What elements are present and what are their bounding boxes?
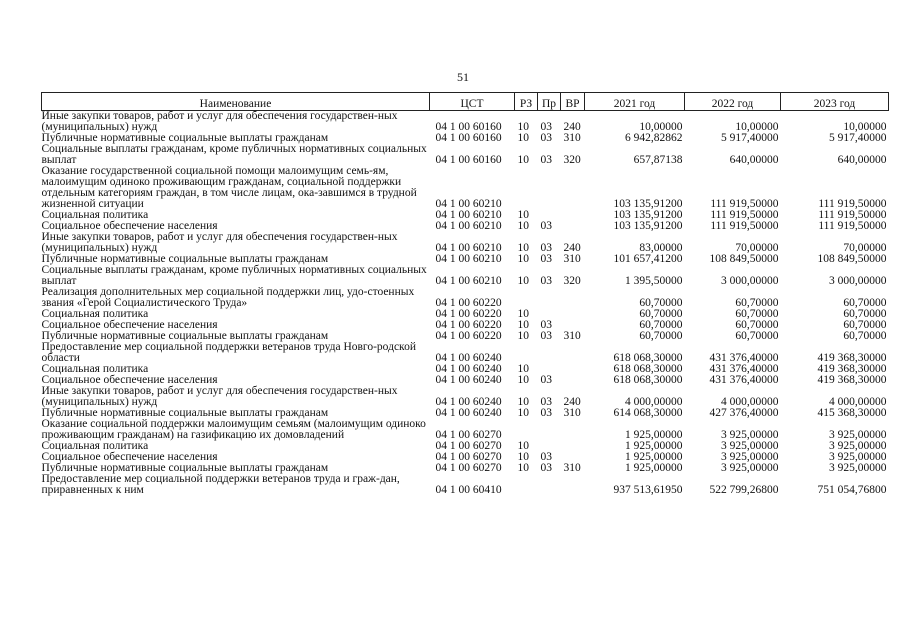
row-pr-cell: 03: [540, 374, 552, 386]
row-2022-cell: 111 919,50000: [710, 209, 779, 221]
row-vr-cell: [561, 166, 585, 210]
row-vr-cell: [561, 210, 585, 221]
row-2022-cell: 4 000,00000: [721, 396, 779, 408]
row-pr-cell: [538, 166, 561, 210]
row-vr-cell: 240: [563, 121, 581, 133]
row-pr-cell: 03: [540, 462, 552, 474]
row-name-cell: Социальная политика: [41, 209, 149, 221]
row-vr-cell: 310: [563, 132, 581, 144]
header-vr: ВР: [561, 93, 585, 111]
row-2023-cell: 60,70000: [843, 330, 887, 342]
row-2023-cell: 60,70000: [843, 308, 887, 320]
row-cst-cell: 04 1 00 60210: [435, 275, 502, 287]
row-name-cell: Социальное обеспечение населения: [41, 319, 218, 331]
row-2021-cell: 1 925,00000: [625, 440, 683, 452]
row-2021-cell: 614 068,30000: [613, 407, 683, 419]
row-name-cell: Публичные нормативные социальные выплаты гражданам: [41, 462, 329, 474]
row-pr-cell: 03: [540, 132, 552, 144]
row-pr-cell: 03: [540, 396, 552, 408]
row-2022-cell: 60,70000: [735, 319, 779, 331]
row-rz-cell: 10: [517, 451, 529, 463]
row-cst-cell: 04 1 00 60270: [435, 451, 502, 463]
row-pr-cell: 03: [540, 330, 552, 342]
row-2023-cell: 111 919,50000: [818, 209, 887, 221]
row-rz-cell: 10: [517, 242, 529, 254]
table-row: [42, 144, 889, 166]
row-cst-cell: 04 1 00 60270: [435, 429, 502, 441]
row-2023-cell: 3 925,00000: [829, 451, 887, 463]
row-rz-cell: 10: [517, 132, 529, 144]
row-name-cell: Иные закупки товаров, работ и услуг для обеспечения государствен-ных (муниципальных) нужд: [41, 110, 398, 133]
row-vr-cell: [561, 364, 585, 375]
row-cst-cell: 04 1 00 60240: [435, 374, 502, 386]
row-2022-cell: 431 376,40000: [709, 363, 779, 375]
row-2021-cell: 60,70000: [639, 308, 683, 320]
row-2021-cell: 618 068,30000: [613, 352, 683, 364]
row-2021-cell: 60,70000: [639, 319, 683, 331]
row-cst-cell: 04 1 00 60240: [435, 407, 502, 419]
row-2021-cell: 10,00000: [639, 121, 683, 133]
row-vr-cell: 320: [563, 275, 581, 287]
row-name-cell: Оказание социальной поддержки малоимущим семьям (малоимущим одиноко проживающим гражданам) на газификацию их домовладений: [41, 418, 426, 441]
table-row: [42, 386, 889, 408]
row-2022-cell: 3 000,00000: [721, 275, 779, 287]
row-2022-cell: 70,00000: [735, 242, 779, 254]
table-row: [42, 342, 889, 364]
row-2023-cell: 419 368,30000: [817, 352, 887, 364]
row-vr-cell: 310: [563, 330, 581, 342]
row-rz-cell: [515, 474, 538, 496]
row-2022-cell: 3 925,00000: [721, 462, 779, 474]
row-2022-cell: 111 919,50000: [710, 198, 779, 210]
row-cst-cell: 04 1 00 60270: [435, 440, 502, 452]
row-vr-cell: 310: [563, 407, 581, 419]
row-2021-cell: 1 925,00000: [625, 462, 683, 474]
row-pr-cell: 03: [540, 220, 552, 232]
row-2022-cell: 108 849,50000: [709, 253, 779, 265]
budget-table: [41, 92, 889, 496]
row-vr-cell: 320: [563, 154, 581, 166]
row-2022-cell: 10,00000: [735, 121, 779, 133]
row-name-cell: Публичные нормативные социальные выплаты гражданам: [41, 253, 329, 265]
row-name-cell: Публичные нормативные социальные выплаты гражданам: [41, 330, 329, 342]
table-row: [42, 474, 889, 496]
header-rz: РЗ: [515, 93, 538, 111]
row-2022-cell: 431 376,40000: [709, 374, 779, 386]
row-2023-cell: 4 000,00000: [829, 396, 887, 408]
row-cst-cell: 04 1 00 60270: [435, 462, 502, 474]
row-2022-cell: 3 925,00000: [721, 451, 779, 463]
row-2022-cell: 60,70000: [735, 308, 779, 320]
row-vr-cell: 310: [563, 462, 581, 474]
table-row: [42, 232, 889, 254]
row-2021-cell: 1 925,00000: [625, 451, 683, 463]
row-cst-cell: 04 1 00 60220: [435, 308, 502, 320]
row-vr-cell: [561, 375, 585, 386]
row-pr-cell: 03: [540, 154, 552, 166]
row-cst-cell: 04 1 00 60240: [435, 363, 502, 375]
row-2021-cell: 103 135,91200: [613, 220, 683, 232]
row-2022-cell: 427 376,40000: [709, 407, 779, 419]
row-rz-cell: 10: [517, 209, 529, 221]
row-pr-cell: [538, 287, 561, 309]
header-pr: Пр: [538, 93, 561, 111]
row-2023-cell: 10,00000: [843, 121, 887, 133]
row-name-cell: Социальное обеспечение населения: [41, 374, 218, 386]
row-cst-cell: 04 1 00 60160: [435, 154, 502, 166]
row-2021-cell: 4 000,00000: [625, 396, 683, 408]
row-2021-cell: 6 942,82862: [625, 132, 683, 144]
row-2023-cell: 3 925,00000: [829, 462, 887, 474]
row-2023-cell: 3 925,00000: [829, 429, 887, 441]
row-pr-cell: 03: [540, 407, 552, 419]
row-cst-cell: 04 1 00 60240: [435, 396, 502, 408]
row-pr-cell: 03: [540, 319, 552, 331]
row-cst-cell: 04 1 00 60210: [435, 220, 502, 232]
row-cst-cell: 04 1 00 60240: [435, 352, 502, 364]
row-rz-cell: 10: [517, 154, 529, 166]
row-rz-cell: 10: [517, 363, 529, 375]
row-2023-cell: 5 917,40000: [829, 132, 887, 144]
row-name-cell: Социальное обеспечение населения: [41, 451, 218, 463]
row-pr-cell: [538, 419, 561, 441]
row-rz-cell: 10: [517, 440, 529, 452]
row-vr-cell: [561, 221, 585, 232]
row-rz-cell: [515, 342, 538, 364]
row-rz-cell: 10: [517, 396, 529, 408]
table-row: [42, 419, 889, 441]
row-name-cell: Реализация дополнительных мер социальной поддержки лиц, удо-стоенных звания «Герой Социалистического Труда»: [41, 286, 415, 309]
row-rz-cell: 10: [517, 121, 529, 133]
row-rz-cell: 10: [517, 407, 529, 419]
row-cst-cell: 04 1 00 60210: [435, 209, 502, 221]
row-2022-cell: 60,70000: [735, 330, 779, 342]
row-rz-cell: 10: [517, 253, 529, 265]
row-2023-cell: 3 000,00000: [829, 275, 887, 287]
row-name-cell: Социальные выплаты гражданам, кроме публичных нормативных социальных выплат: [41, 264, 427, 287]
row-2022-cell: 3 925,00000: [721, 440, 779, 452]
table-row: [42, 111, 889, 134]
row-vr-cell: 240: [563, 242, 581, 254]
row-name-cell: Социальные выплаты гражданам, кроме публичных нормативных социальных выплат: [41, 143, 427, 166]
row-rz-cell: 10: [517, 275, 529, 287]
row-cst-cell: 04 1 00 60210: [435, 198, 502, 210]
row-cst-cell: 04 1 00 60210: [435, 242, 502, 254]
table-row: [42, 166, 889, 210]
row-cst-cell: 04 1 00 60210: [435, 253, 502, 265]
row-rz-cell: 10: [517, 308, 529, 320]
row-name-cell: Социальная политика: [41, 440, 149, 452]
row-pr-cell: 03: [540, 121, 552, 133]
row-pr-cell: 03: [540, 275, 552, 287]
row-rz-cell: [515, 287, 538, 309]
row-2023-cell: 419 368,30000: [817, 363, 887, 375]
row-rz-cell: 10: [517, 220, 529, 232]
row-2022-cell: 5 917,40000: [721, 132, 779, 144]
row-2022-cell: 431 376,40000: [709, 352, 779, 364]
row-2023-cell: 640,00000: [837, 154, 887, 166]
row-name-cell: Оказание государственной социальной помощи малоимущим семь-ям, малоимущим одиноко проживающим гражданам, социальной поддержки отдельным категориям граждан, в том числе лицам, ока-завшимся в трудной жизненной ситуации: [41, 165, 417, 210]
row-pr-cell: 03: [540, 451, 552, 463]
row-2022-cell: 60,70000: [735, 297, 779, 309]
row-vr-cell: 310: [563, 253, 581, 265]
row-2021-cell: 657,87138: [633, 154, 683, 166]
row-2021-cell: 1 395,50000: [625, 275, 683, 287]
row-vr-cell: [561, 287, 585, 309]
row-cst-cell: 04 1 00 60220: [435, 297, 502, 309]
row-2021-cell: 60,70000: [639, 330, 683, 342]
page-number: 51: [457, 70, 469, 84]
row-2021-cell: 103 135,91200: [613, 198, 683, 210]
row-2021-cell: 618 068,30000: [613, 374, 683, 386]
row-2022-cell: 522 799,26800: [709, 484, 779, 496]
row-cst-cell: 04 1 00 60220: [435, 319, 502, 331]
row-rz-cell: 10: [517, 462, 529, 474]
row-cst-cell: 04 1 00 60160: [435, 121, 502, 133]
header-2023: 2023 год: [781, 93, 889, 111]
row-name-cell: Публичные нормативные социальные выплаты гражданам: [41, 132, 329, 144]
row-2023-cell: 415 368,30000: [817, 407, 887, 419]
row-2021-cell: 937 513,61950: [613, 484, 683, 496]
row-pr-cell: 03: [540, 242, 552, 254]
header-2021: 2021 год: [585, 93, 685, 111]
row-2021-cell: 60,70000: [639, 297, 683, 309]
row-name-cell: Иные закупки товаров, работ и услуг для обеспечения государствен-ных (муниципальных) нужд: [41, 385, 398, 408]
row-2023-cell: 3 925,00000: [829, 440, 887, 452]
row-2023-cell: 419 368,30000: [817, 374, 887, 386]
row-2023-cell: 108 849,50000: [817, 253, 887, 265]
row-2022-cell: 111 919,50000: [710, 220, 779, 232]
row-2023-cell: 60,70000: [843, 297, 887, 309]
row-2021-cell: 1 925,00000: [625, 429, 683, 441]
row-name-cell: Предоставление мер социальной поддержки ветеранов труда и граж-дан, приравненных к ним: [41, 473, 400, 496]
row-cst-cell: 04 1 00 60410: [435, 484, 502, 496]
header-2022: 2022 год: [685, 93, 781, 111]
row-vr-cell: [561, 419, 585, 441]
row-name-cell: Иные закупки товаров, работ и услуг для обеспечения государствен-ных (муниципальных) нужд: [41, 231, 398, 254]
row-name-cell: Социальная политика: [41, 308, 149, 320]
row-rz-cell: 10: [517, 319, 529, 331]
row-name-cell: Социальное обеспечение населения: [41, 220, 218, 232]
table-header-row: [42, 93, 889, 111]
row-2021-cell: 83,00000: [639, 242, 683, 254]
row-2022-cell: 640,00000: [729, 154, 779, 166]
header-name: Наименование: [42, 93, 430, 111]
row-rz-cell: [515, 419, 538, 441]
row-name-cell: Социальная политика: [41, 363, 149, 375]
row-vr-cell: 240: [563, 396, 581, 408]
row-rz-cell: 10: [517, 374, 529, 386]
row-cst-cell: 04 1 00 60220: [435, 330, 502, 342]
table-row: [42, 287, 889, 309]
row-2022-cell: 3 925,00000: [721, 429, 779, 441]
row-vr-cell: [561, 342, 585, 364]
row-2021-cell: 103 135,91200: [613, 209, 683, 221]
row-2021-cell: 101 657,41200: [613, 253, 683, 265]
row-pr-cell: [538, 474, 561, 496]
row-2021-cell: 618 068,30000: [613, 363, 683, 375]
row-pr-cell: 03: [540, 253, 552, 265]
row-vr-cell: [561, 309, 585, 320]
row-2023-cell: 60,70000: [843, 319, 887, 331]
row-2023-cell: 111 919,50000: [818, 220, 887, 232]
row-name-cell: Публичные нормативные социальные выплаты гражданам: [41, 407, 329, 419]
row-rz-cell: [515, 166, 538, 210]
row-2023-cell: 111 919,50000: [818, 198, 887, 210]
row-2023-cell: 70,00000: [843, 242, 887, 254]
row-2023-cell: 751 054,76800: [817, 484, 887, 496]
row-cst-cell: 04 1 00 60160: [435, 132, 502, 144]
row-pr-cell: [538, 342, 561, 364]
row-vr-cell: [561, 474, 585, 496]
row-rz-cell: 10: [517, 330, 529, 342]
table-row: [42, 265, 889, 287]
row-name-cell: Предоставление мер социальной поддержки ветеранов труда Новго-родской области: [41, 341, 416, 364]
row-vr-cell: [561, 441, 585, 452]
header-cst: ЦСТ: [430, 93, 515, 111]
